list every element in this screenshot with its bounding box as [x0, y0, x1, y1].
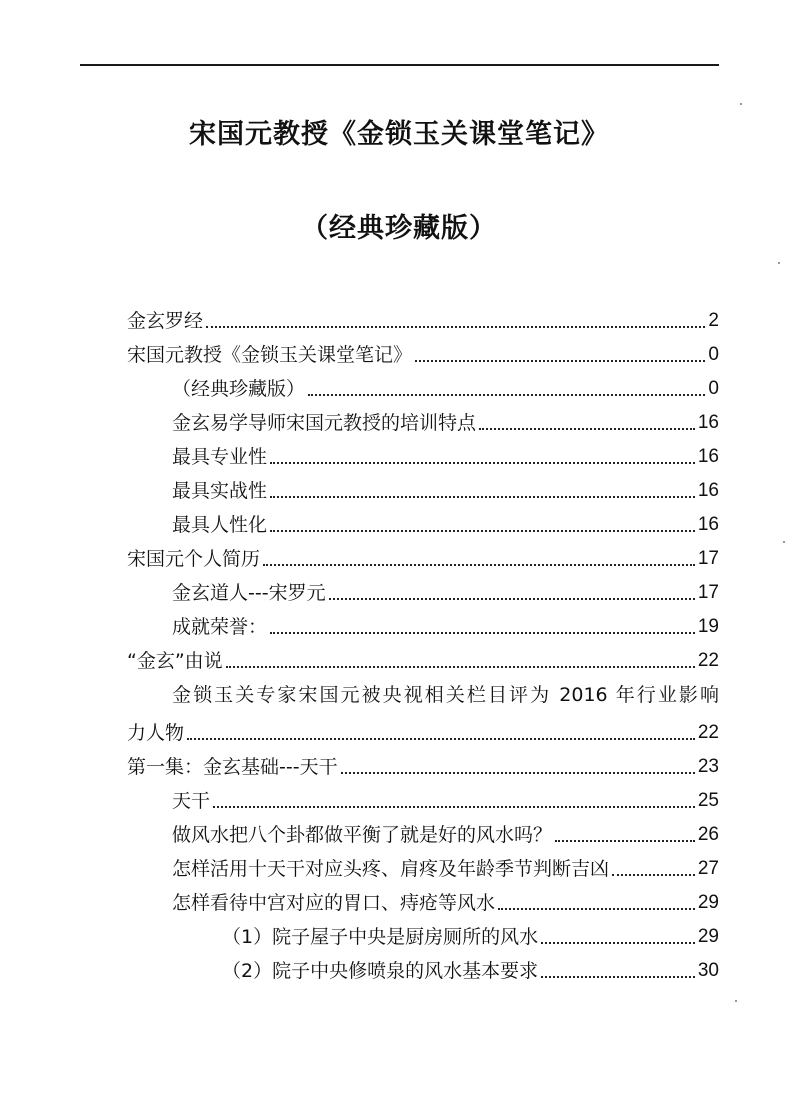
toc-leader-dots	[270, 462, 695, 464]
toc-page-number: 29	[697, 892, 719, 913]
toc-entry-title: 宋国元个人简历	[127, 548, 261, 570]
toc-leader-dots	[498, 908, 695, 910]
toc-entry[interactable]	[127, 886, 719, 916]
toc-page-number: 2	[708, 310, 719, 331]
toc-page-number: 16	[697, 480, 719, 501]
toc-entry-title-continuation: 力人物	[127, 722, 185, 744]
toc-page-number: 22	[697, 722, 719, 743]
toc-page-number: 22	[697, 650, 719, 671]
toc-entry-title: 宋国元教授《金锁玉关课堂笔记》	[127, 344, 413, 366]
toc-entry-title: 做风水把八个卦都做平衡了就是好的风水吗？	[172, 824, 553, 846]
toc-entry[interactable]	[127, 610, 719, 640]
toc-leader-dots	[226, 666, 695, 668]
toc-page-number: 16	[697, 446, 719, 467]
scan-speck	[778, 262, 780, 264]
toc-entry[interactable]	[127, 920, 719, 950]
toc-entry[interactable]	[127, 304, 719, 334]
document-subtitle: （经典珍藏版）	[301, 213, 497, 244]
toc-leader-dots	[270, 530, 695, 532]
toc-page-number: 16	[697, 514, 719, 535]
toc-page-number: 17	[697, 582, 719, 603]
toc-entry-title: 最具专业性	[172, 446, 268, 468]
toc-entry-title: 金玄易学导师宋国元教授的培训特点	[172, 412, 477, 434]
toc-page-number: 27	[697, 858, 719, 879]
toc-entry[interactable]	[127, 508, 719, 538]
toc-leader-dots	[308, 394, 705, 396]
toc-entry[interactable]	[127, 576, 719, 606]
toc-leader-dots	[555, 840, 695, 842]
toc-entry[interactable]	[127, 372, 719, 402]
toc-page-number: 23	[697, 756, 719, 777]
toc-page-number: 16	[697, 412, 719, 433]
toc-entry-title: 最具实战性	[172, 480, 268, 502]
toc-leader-dots	[329, 598, 695, 600]
toc-entry-title: （1）院子屋子中央是厨房厕所的风水	[222, 926, 539, 948]
toc-entry-title: “金玄”由说	[127, 650, 223, 672]
toc-entry-title: 金玄罗经	[127, 310, 204, 332]
document-title: 宋国元教授《金锁玉关课堂笔记》	[189, 119, 609, 150]
scan-speck	[735, 1000, 737, 1002]
toc-leader-dots	[270, 632, 695, 634]
toc-entry-title: 第一集：金玄基础---天干	[127, 756, 338, 778]
toc-page-number: 0	[708, 344, 719, 365]
toc-leader-dots	[213, 806, 695, 808]
toc-entry[interactable]	[127, 852, 719, 882]
toc-page-number: 19	[697, 616, 719, 637]
toc-entry[interactable]	[127, 750, 719, 780]
toc-leader-dots	[206, 326, 705, 328]
header-rule	[80, 64, 719, 66]
toc-entry-wrapped-line[interactable]: 金锁玉关专家宋国元被央视相关栏目评为 2016 年行业影响	[172, 684, 719, 706]
scan-speck	[783, 541, 785, 543]
toc-page-number: 0	[708, 378, 719, 399]
scan-speck	[740, 103, 742, 105]
toc-entry[interactable]	[127, 440, 719, 470]
toc-entry[interactable]	[127, 818, 719, 848]
toc-page-number: 26	[697, 824, 719, 845]
toc-page-number: 30	[697, 960, 719, 981]
toc-entry-title: 天干	[172, 790, 211, 812]
toc-page-number: 29	[697, 926, 719, 947]
toc-entry[interactable]	[127, 716, 719, 746]
toc-entry-title: 成就荣誉：	[172, 616, 268, 638]
toc-entry-title: 怎样看待中宫对应的胃口、痔疮等风水	[172, 892, 496, 914]
toc-entry[interactable]	[127, 644, 719, 674]
toc-entry[interactable]	[127, 338, 719, 368]
toc-entry[interactable]	[127, 474, 719, 504]
toc-entry-title: （经典珍藏版）	[172, 378, 306, 400]
toc-entry-title: 怎样活用十天干对应头疼、肩疼及年龄季节判断吉凶	[172, 858, 610, 880]
toc-page-number: 17	[697, 548, 719, 569]
toc-leader-dots	[479, 428, 695, 430]
toc-page-number: 25	[697, 790, 719, 811]
toc-leader-dots	[541, 942, 695, 944]
toc-leader-dots	[415, 360, 705, 362]
toc-entry[interactable]	[127, 784, 719, 814]
toc-leader-dots	[270, 496, 695, 498]
toc-leader-dots	[612, 874, 695, 876]
toc-entry[interactable]	[127, 406, 719, 436]
toc-leader-dots	[187, 738, 695, 740]
toc-entry[interactable]	[127, 954, 719, 984]
toc-leader-dots	[263, 564, 695, 566]
toc-leader-dots	[541, 976, 695, 978]
toc-entry[interactable]	[127, 542, 719, 572]
toc-leader-dots	[341, 772, 695, 774]
toc-entry-title: （2）院子中央修喷泉的风水基本要求	[222, 960, 539, 982]
toc-entry-title: 金玄道人---宋罗元	[172, 582, 326, 604]
toc-entry-title: 最具人性化	[172, 514, 268, 536]
